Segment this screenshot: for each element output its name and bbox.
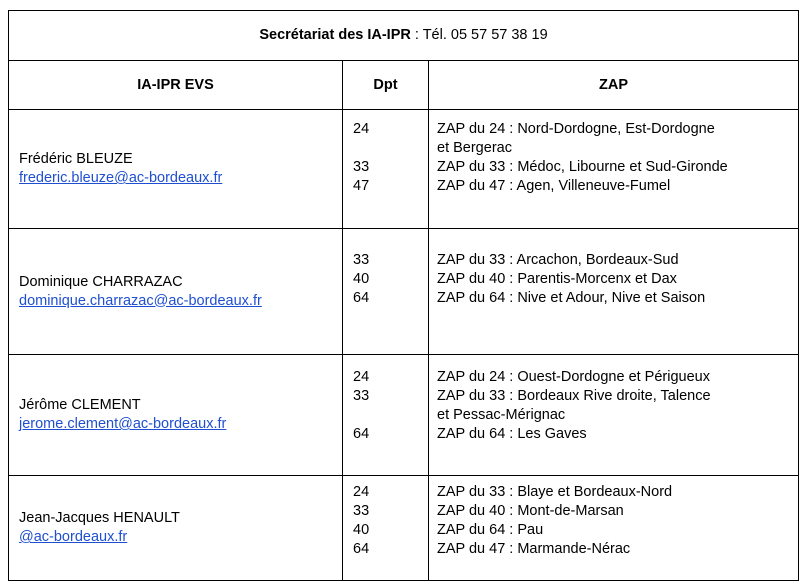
dpt-cell [343,355,429,476]
dpt-value: 24 [353,369,370,385]
dpt-value: 47 [353,178,370,194]
zap-line: ZAP du 47 : Marmande-Nérac [437,541,631,557]
person-email-link[interactable]: @ac-bordeaux.fr [19,529,128,545]
secretariat-phone: Tél. 05 57 57 38 19 [422,27,548,43]
dpt-value: 64 [353,541,370,557]
secretariat-label: Secrétariat des IA-IPR [259,27,411,43]
person-name: Dominique CHARRAZAC [19,273,183,290]
person-name: Jérôme CLEMENT [19,397,141,413]
zap-cell [429,476,799,581]
dpt-value: 64 [353,426,370,442]
secretariat-separator: : [410,27,423,43]
zap-cell [429,229,799,355]
header-zap: ZAP [429,61,799,110]
dpt-cell [343,110,429,229]
header-dpt: Dpt [343,61,429,110]
person-cell [9,110,343,229]
zap-line: ZAP du 64 : Pau [437,522,544,538]
person-cell [9,229,343,355]
contacts-table [8,10,799,581]
header-person: IA-IPR EVS [9,61,343,110]
person-cell [9,355,343,476]
person-email-link[interactable]: dominique.charrazac@ac-bordeaux.fr [19,292,262,309]
table-row [9,355,799,476]
zap-line: ZAP du 47 : Agen, Villeneuve-Fumel [437,178,671,194]
table-row [9,110,799,229]
dpt-cell [343,476,429,581]
dpt-value: 40 [353,271,370,287]
person-name: Frédéric BLEUZE [19,151,133,167]
dpt-value: 33 [353,252,370,268]
dpt-spacer [353,406,428,425]
dpt-value: 33 [353,503,370,519]
zap-line: ZAP du 24 : Ouest-Dordogne et Périgueux [437,369,710,385]
dpt-value: 33 [353,388,370,404]
person-email-link[interactable]: frederic.bleuze@ac-bordeaux.fr [19,170,223,186]
zap-line: ZAP du 33 : Blaye et Bordeaux-Nord [437,484,673,500]
dpt-value: 40 [353,522,370,538]
dpt-value: 24 [353,484,370,500]
zap-line: et Bergerac [437,140,512,156]
zap-line: ZAP du 40 : Mont-de-Marsan [437,503,624,519]
zap-line: ZAP du 24 : Nord-Dordogne, Est-Dordogne [437,121,715,137]
person-email-link[interactable]: jerome.clement@ac-bordeaux.fr [19,416,227,432]
zap-line: ZAP du 33 : Médoc, Libourne et Sud-Gironde [437,159,728,175]
dpt-value: 64 [353,290,370,306]
table-row [9,229,799,355]
zap-line: ZAP du 64 : Nive et Adour, Nive et Saison [437,290,706,306]
dpt-spacer [353,139,428,158]
zap-line: ZAP du 33 : Arcachon, Bordeaux-Sud [437,252,679,268]
dpt-cell [343,229,429,355]
zap-line: ZAP du 33 : Bordeaux Rive droite, Talence [437,388,711,404]
person-cell [9,476,343,581]
zap-line: ZAP du 64 : Les Gaves [437,426,587,442]
zap-cell [429,110,799,229]
zap-cell [429,355,799,476]
secretariat-banner [9,11,799,61]
person-name: Jean-Jacques HENAULT [19,510,180,526]
dpt-value: 24 [353,121,370,137]
zap-line: et Pessac-Mérignac [437,407,566,423]
dpt-value: 33 [353,159,370,175]
zap-line: ZAP du 40 : Parentis-Morcenx et Dax [437,271,677,287]
table-row [9,476,799,581]
